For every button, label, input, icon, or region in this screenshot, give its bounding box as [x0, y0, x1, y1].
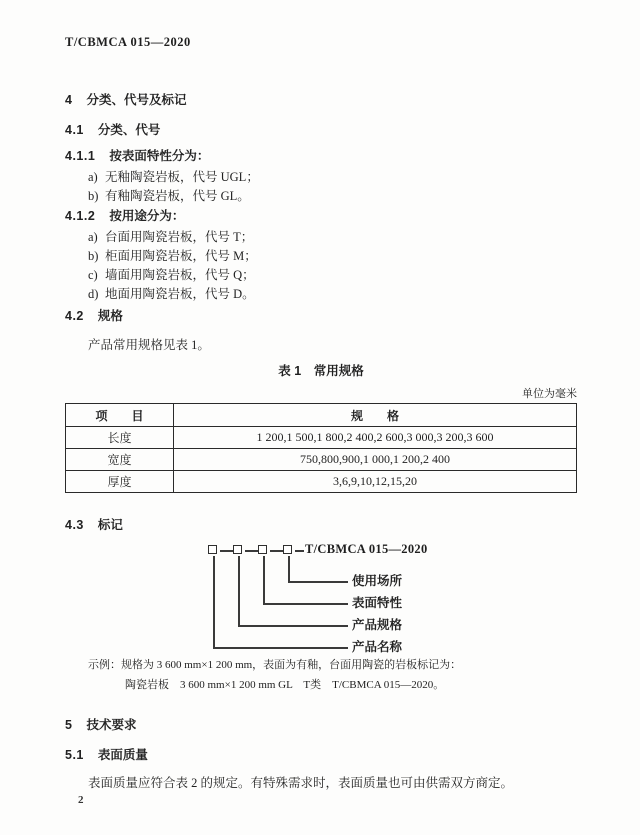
list-marker: c) [88, 268, 98, 282]
usage-type-list [65, 228, 577, 304]
table-row [66, 427, 577, 449]
list-marker: b) [88, 249, 99, 263]
list-item [65, 228, 577, 247]
leader-line [263, 603, 348, 605]
leader-line [213, 556, 215, 647]
list-text: 台面用陶瓷岩板，代号 T； [105, 230, 254, 244]
list-item [65, 266, 577, 285]
table-header-row [66, 404, 577, 427]
section-number: 5.1 [65, 748, 84, 762]
list-marker: b) [88, 189, 99, 203]
section-title: 分类、代号 [97, 123, 161, 137]
row-value: 3,6,9,10,12,15,20 [174, 471, 577, 493]
leader-line [288, 556, 290, 581]
section-number: 4.1 [65, 123, 84, 137]
surface-type-list [65, 168, 577, 206]
section-number: 5 [65, 718, 73, 732]
leader-line [213, 647, 348, 649]
diagram-label-surface-characteristic: 表面特性 [352, 596, 403, 610]
section-4-1-2-heading [65, 208, 577, 224]
section-4-1-heading [65, 122, 577, 138]
designation-box-3 [258, 545, 267, 554]
section-title: 按表面特性分为： [109, 149, 210, 163]
example-line-2: 陶瓷岩板 3 600 mm×1 200 mm GL T类 T/CBMCA 015—2020。 [125, 679, 445, 691]
leader-line [263, 556, 265, 603]
diagram-standard-ref: T/CBMCA 015—2020 [305, 542, 428, 556]
section-4-2-heading [65, 308, 577, 324]
connector-dash [220, 550, 233, 552]
section-title: 标记 [97, 518, 123, 532]
designation-box-1 [208, 545, 217, 554]
table-1-unit-note: 单位为毫米 [522, 388, 577, 400]
section-title: 分类、代号及标记 [86, 93, 187, 107]
table-row [66, 449, 577, 471]
designation-box-2 [233, 545, 242, 554]
row-label: 宽度 [66, 449, 174, 471]
section-4-heading [65, 92, 577, 108]
list-marker: a) [88, 170, 98, 184]
standard-number-header: T/CBMCA 015—2020 [65, 35, 191, 49]
list-text: 墙面用陶瓷岩板，代号 Q； [105, 268, 255, 282]
leader-line [238, 625, 348, 627]
diagram-label-product-name: 产品名称 [352, 640, 403, 654]
section-title: 按用途分为： [109, 209, 185, 223]
common-specifications-table [65, 403, 577, 493]
list-item [65, 187, 577, 206]
marking-designation-diagram [65, 539, 577, 653]
list-marker: d) [88, 287, 99, 301]
section-number: 4 [65, 93, 73, 107]
connector-dash [245, 550, 258, 552]
list-text: 地面用陶瓷岩板，代号 D。 [105, 287, 255, 301]
example-line-1: 示例：规格为 3 600 mm×1 200 mm，表面为有釉，台面用陶瓷的岩板标记为： [88, 659, 462, 671]
table-header-spec: 规 格 [174, 404, 577, 427]
section-title: 技术要求 [86, 718, 137, 732]
row-label: 长度 [66, 427, 174, 449]
diagram-label-product-specification: 产品规格 [352, 618, 403, 632]
row-label: 厚度 [66, 471, 174, 493]
section-number: 4.3 [65, 518, 84, 532]
section-5-1-heading [65, 747, 577, 763]
page-number: 2 [78, 794, 84, 806]
connector-dash [270, 550, 283, 552]
section-4-3-heading [65, 517, 577, 533]
leader-line [238, 556, 240, 625]
marking-example [65, 655, 577, 695]
list-item [65, 247, 577, 266]
row-value: 750,800,900,1 000,1 200,2 400 [174, 449, 577, 471]
table-1-caption: 表 1 常用规格 [278, 364, 364, 378]
section-number: 4.1.1 [65, 149, 96, 163]
section-4-1-1-heading [65, 148, 577, 164]
section-5-heading [65, 717, 577, 733]
leader-line [288, 581, 348, 583]
list-item [65, 285, 577, 304]
section-4-2-body: 产品常用规格见表 1。 [88, 338, 210, 352]
section-5-1-body: 表面质量应符合表 2 的规定。有特殊需求时，表面质量也可由供需双方商定。 [88, 776, 514, 790]
section-number: 4.1.2 [65, 209, 96, 223]
section-number: 4.2 [65, 309, 84, 323]
section-title: 表面质量 [97, 748, 148, 762]
table-header-item: 项 目 [66, 404, 174, 427]
list-text: 有釉陶瓷岩板，代号 GL。 [105, 189, 250, 203]
row-value: 1 200,1 500,1 800,2 400,2 600,3 000,3 200,3 600 [174, 427, 577, 449]
list-marker: a) [88, 230, 98, 244]
connector-dash [295, 550, 304, 552]
designation-box-4 [283, 545, 292, 554]
table-row [66, 471, 577, 493]
list-text: 柜面用陶瓷岩板，代号 M； [105, 249, 257, 263]
diagram-label-usage-place: 使用场所 [352, 574, 403, 588]
list-text: 无釉陶瓷岩板，代号 UGL； [105, 170, 259, 184]
section-title: 规格 [97, 309, 123, 323]
list-item [65, 168, 577, 187]
